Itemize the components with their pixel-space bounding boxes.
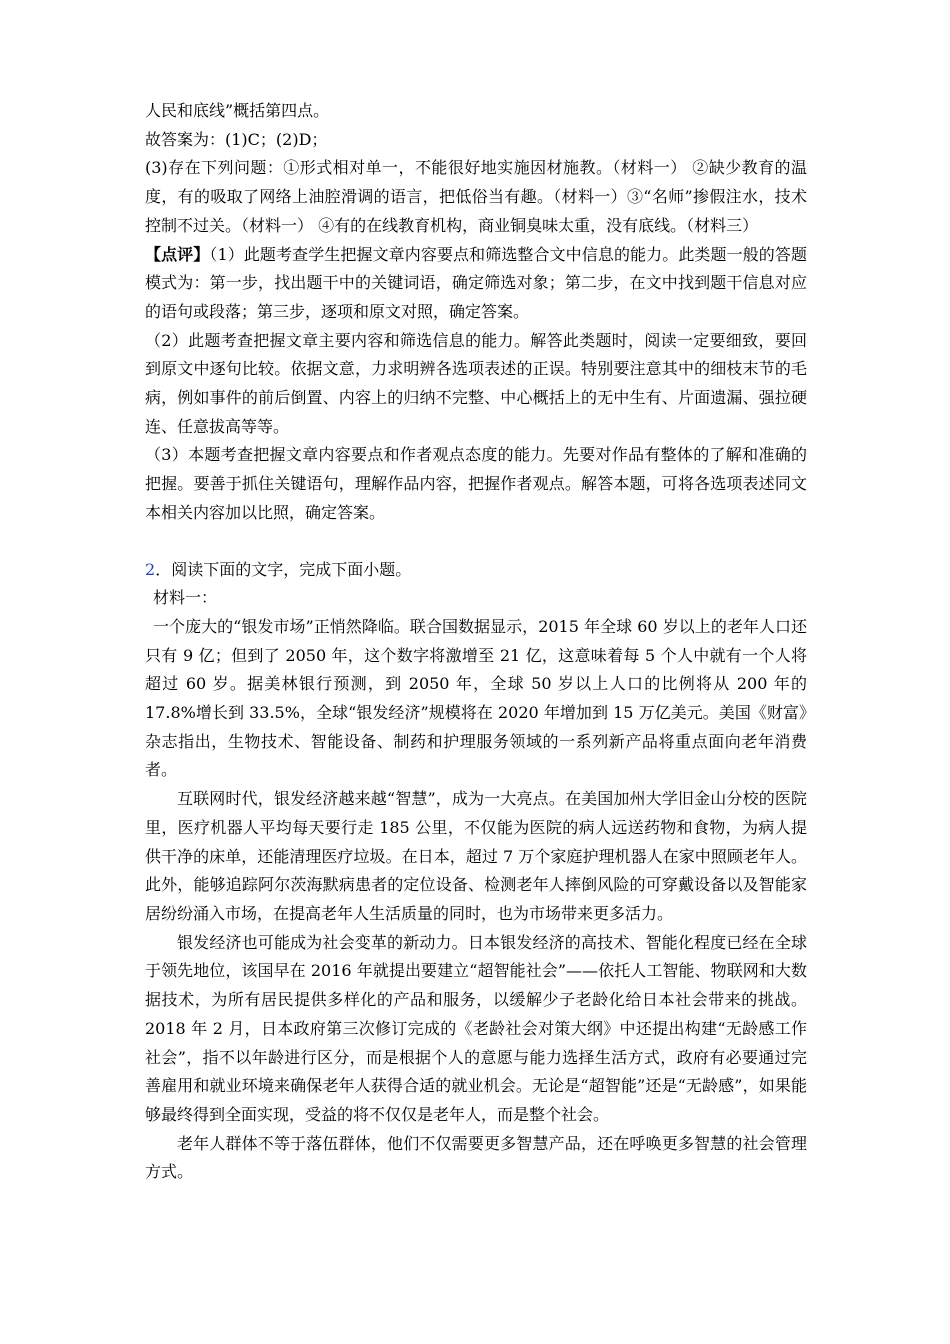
- material-paragraph: 老年人群体不等于落伍群体，他们不仅需要更多智慧产品，还在呼唤更多智慧的社会管理方式。: [145, 1133, 807, 1182]
- answer-3-paragraph: (3)存在下列问题：①形式相对单一，不能很好地实施因材施教。（材料一） ②缺少教育的温度，有的吸取了网络上油腔滑调的语言，把低俗当有趣。（材料一）③“名师”掺假注水，技术控制不过关。（材料一） ④有的在线教育机构，商业铜臭味太重，没有底线。（材料三）: [145, 158, 807, 235]
- question-2-prompt: [145, 556, 807, 585]
- material-paragraph: 一个庞大的“银发市场”正悄然降临。联合国数据显示，2015 年全球 60 岁以上的老年人口还只有 9 亿；但到了 2050 年，这个数字将激增至 21 亿，这意味着每 5 个人中就有一个人将超过 60 岁。据美林银行预测，到 2050 年，全球 50 岁以上人口的比例将从 200 年的 17.8%增长到 33.5%，全球“银发经济”规模将在 2020 年增加到 15 万亿美元。美国《财富》杂志指出，生物技术、智能设备、制药和护理服务领域的一系列新产品将重点面向老年消费者。: [145, 616, 807, 780]
- comment-paragraph-1: [145, 241, 807, 327]
- section-gap: [145, 528, 807, 556]
- answer-fourth-point-line: 人民和底线”概括第四点。: [145, 101, 330, 120]
- comment-paragraph-2: （2）此题考查把握文章主要内容和筛选信息的能力。解答此类题时，阅读一定要细致，要回到原文中逐句比较。依据文意，力求明辨各选项表述的正误。特别要注意其中的细枝末节的毛病，例如事件的前后倒置、内容上的归纳不完整、中心概括上的无中生有、片面遗漏、强拉硬连、任意拔高等等。: [145, 330, 807, 436]
- comment-paragraph-3: （3）本题考查把握文章内容要点和作者观点态度的能力。先要对作品有整体的了解和准确的把握。要善于抓住关键语句，理解作品内容，把握作者观点。解答本题，可将各选项表述同文本相关内容加以比照，确定答案。: [145, 445, 807, 522]
- document-body: [145, 97, 807, 1187]
- question-number: 2: [145, 559, 156, 579]
- question-prompt-text: ．阅读下面的文字，完成下面小题。: [155, 559, 412, 579]
- material-paragraph: 互联网时代，银发经济越来越“智慧”，成为一大亮点。在美国加州大学旧金山分校的医院里，医疗机器人平均每天要行走 185 公里，不仅能为医院的病人远送药物和食物，为病人提供干净的床单，还能清理医疗垃圾。在日本，超过 7 万个家庭护理机器人在家中照顾老年人。此外，能够追踪阿尔茨海默病患者的定位设备、检测老年人摔倒风险的可穿戴设备以及智能家居纷纷涌入市场，在提高老年人生活质量的同时，也为市场带来更多活力。: [145, 789, 807, 923]
- material-paragraph: 银发经济也可能成为社会变革的新动力。日本银发经济的高技术、智能化程度已经在全球于领先地位，该国早在 2016 年就提出要建立“超智能社会”——依托人工智能、物联网和大数据技术，为所有居民提供多样化的产品和服务，以缓解少子老龄化给日本社会带来的挑战。2018 年 2 月，日本政府第三次修订完成的《老龄社会对策大纲》中还提出构建“无龄感工作社会”，指不以年龄进行区分，而是根据个人的意愿与能力选择生活方式，政府有必要通过完善雇用和就业环境来确保老年人获得合适的就业机会。无论是“超智能”还是“无龄感”，如果能够最终得到全面实现，受益的将不仅仅是老年人，而是整个社会。: [145, 932, 807, 1124]
- comment-p1-text: （1）此题考查学生把握文章内容要点和筛选整合文中信息的能力。此类题一般的答题模式为：第一步，找出题干中的关键词语，确定筛选对象；第二步，在文中找到题干信息对应的语句或段落；第三步，逐项和原文对照，确定答案。: [145, 244, 807, 321]
- answer-line: 故答案为：(1)C；(2)D；: [145, 129, 328, 149]
- material-label: 材料一：: [153, 588, 218, 608]
- comment-label: 【点评】: [145, 244, 210, 264]
